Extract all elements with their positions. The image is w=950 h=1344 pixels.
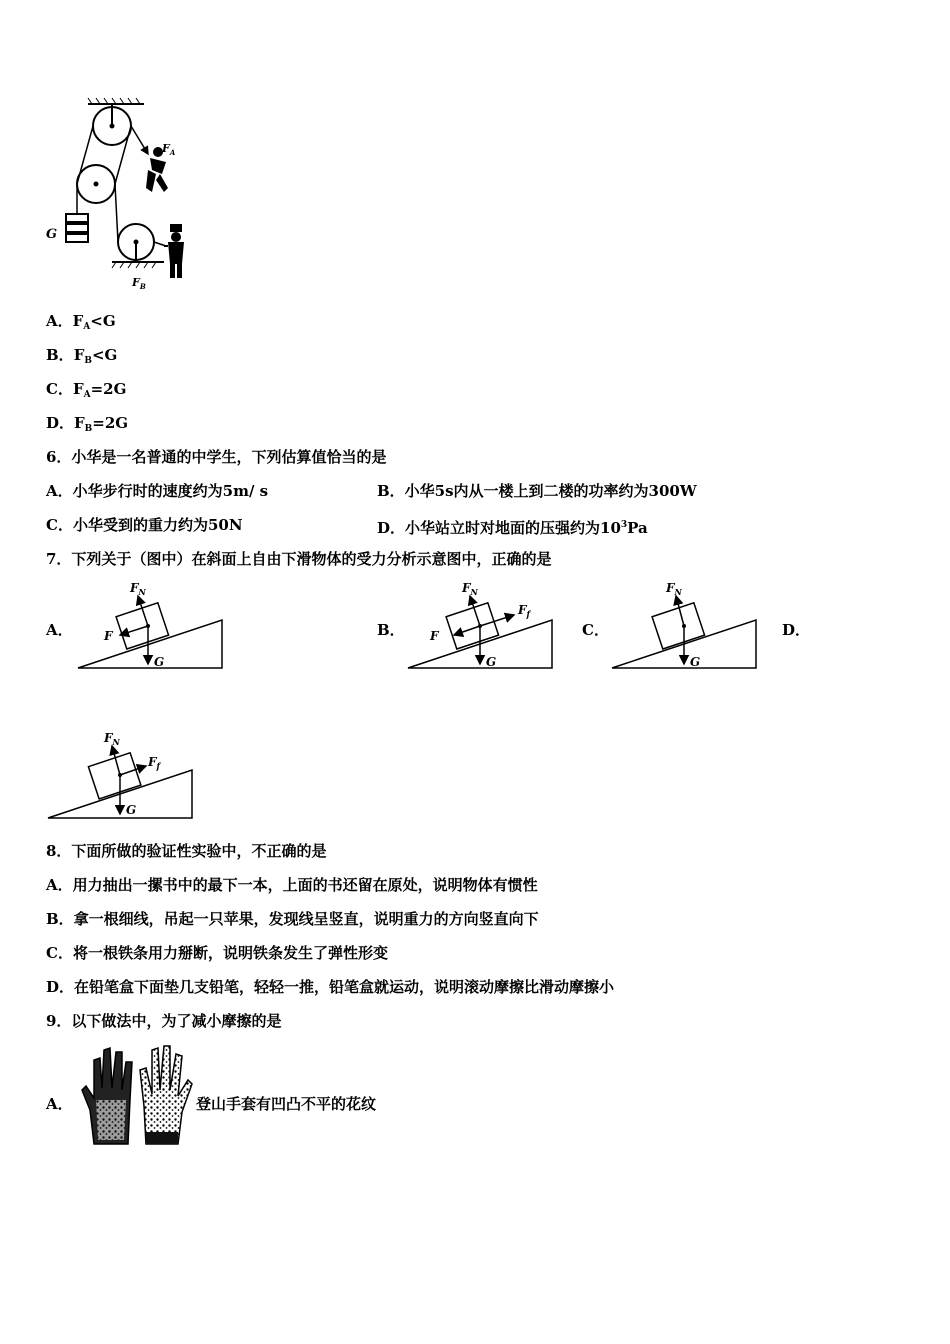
glove-right-icon: [140, 1046, 192, 1144]
person-b-icon: [164, 224, 184, 278]
label-g: G: [46, 227, 58, 242]
incline-diagram-b: [404, 578, 564, 674]
q8-option-d: D．在铅笔盒下面垫几支铅笔，轻轻一推，铅笔盒就运动，说明滚动摩擦比滑动摩擦小: [46, 978, 615, 996]
q6-option-d: D．小华站立时对地面的压强约为$10^3Pa$: [377, 519, 648, 537]
svg-text:G: G: [486, 655, 497, 669]
q7-stem: 7．下列关于（图中）在斜面上自由下滑物体的受力分析示意图中，正确的是: [46, 550, 552, 568]
q9-option-a-letter: A．: [46, 1095, 73, 1113]
q7-option-c-letter: C．: [582, 621, 609, 639]
incline-diagram-c: [608, 578, 768, 674]
q7-option-b-letter: B．: [377, 621, 405, 639]
q9-stem: 9．以下做法中，为了减小摩擦的是: [46, 1012, 282, 1030]
svg-text:FB: $F_B$: [132, 276, 146, 291]
gloves-image: [78, 1040, 196, 1148]
q6-option-b: B．小华5s内从一楼上到二楼的功率约为300W: [377, 482, 697, 500]
weight-block: [66, 214, 88, 222]
q9-option-a-text: 登山手套有凹凸不平的花纹: [196, 1095, 377, 1113]
q6-option-a: A．小华步行时的速度约为5m/ s: [46, 482, 269, 500]
svg-text:FN: $F_N$: [462, 581, 478, 597]
q8-stem: 8．下面所做的验证性实验中，不正确的是: [46, 842, 327, 860]
svg-text:G: G: [690, 655, 701, 669]
q6-option-c: C．小华受到的重力约为50N: [46, 516, 243, 534]
svg-text:Ff: $F_f$: [148, 755, 160, 771]
q6-stem: 6．小华是一名普通的中学生，下列估算值恰当的是: [46, 448, 387, 466]
svg-text:F: F: [104, 629, 113, 643]
q5-option-a: A．$F_A<G$: [46, 312, 116, 332]
q7-option-a-letter: A．: [46, 621, 73, 639]
svg-text:FA: $F_A$: [162, 142, 176, 157]
q5-option-c: C．$F_A=2G$: [46, 380, 127, 400]
pulley-figure: [40, 96, 200, 296]
q8-option-a: A．用力抽出一摞书中的最下一本，上面的书还留在原处，说明物体有惯性: [46, 876, 538, 894]
svg-text:FN: $F_N$: [104, 731, 120, 747]
q5-option-b: B．$F_B<G$: [46, 346, 118, 366]
svg-text:F: F: [430, 629, 439, 643]
svg-text:FN: $F_N$: [130, 581, 146, 597]
incline-diagram-a: [74, 578, 234, 674]
svg-text:G: G: [126, 803, 137, 817]
svg-text:Ff: $F_f$: [518, 603, 530, 619]
q7-option-d-letter: D．: [782, 621, 811, 639]
incline-diagram-d: [46, 726, 206, 822]
svg-text:FN: $F_N$: [666, 581, 682, 597]
q5-option-d: D．$F_B=2G$: [46, 414, 129, 434]
q8-option-c: C．将一根铁条用力掰断，说明铁条发生了弹性形变: [46, 944, 388, 962]
svg-text:G: G: [154, 655, 165, 669]
q8-option-b: B．拿一根细线，吊起一只苹果，发现线呈竖直，说明重力的方向竖直向下: [46, 910, 539, 928]
